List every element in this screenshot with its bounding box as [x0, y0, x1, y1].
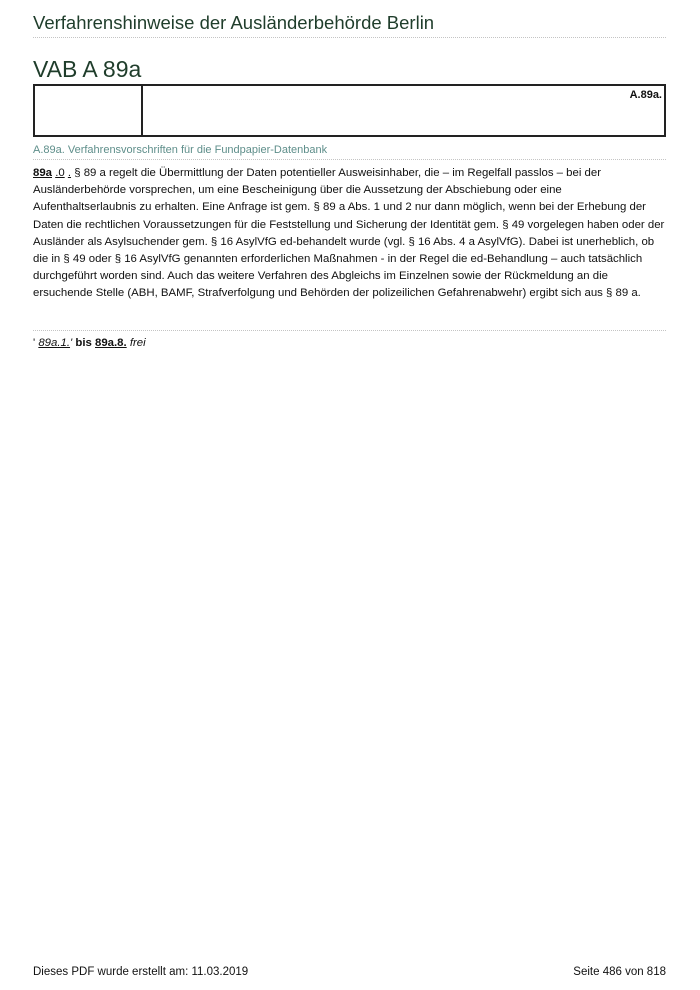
document-header-title: Verfahrenshinweise der Ausländerbehörde Berlin: [33, 12, 435, 33]
paragraph-text: § 89 a regelt die Übermittlung der Daten potentieller Ausweisinhaber, die – im Regelfall passlos – bei der Ausländerbehörde vorsprechen, um eine Bescheinigung über die Aussetzung der Abschiebung oder eine Aufenthaltserlaubnis zu erhalten. Eine Anfrage ist gem. § 89 a Abs. 1 und 2 nur dann möglich, wenn bei der Erhebung der Daten die rechtlichen Voraussetzungen für die Feststellung und Sicherung der Identität gem. § 49 vorgelegen haben oder der Ausländer als Asylsuchender gem. § 16 AsylVfG ed-behandelt wurde (vgl. § 16 Abs. 4 a AsylVfG). Dabei ist unerheblich, ob die in § 49 oder § 16 AsylVfG genannten erforderlichen Maßnahmen - in der Regel die ed-Behandlung – auch tatsächlich durchgeführt worden sind. Auch das weitere Verfahren des Abgleichs im Einzelnen sowie der Rückmeldung an die ersuchende Stelle (ABH, BAMF, Strafverfolgung und Behörden der polizeilichen Gefahrenabwehr) ergibt sich aus § 89 a.: [33, 167, 665, 300]
footer-page-number: Seite 486 von 818: [573, 966, 666, 978]
paragraph-divider: [33, 330, 666, 331]
header-table-right-cell: [143, 86, 664, 135]
bis-text: bis: [72, 337, 95, 349]
body-paragraph: [33, 165, 666, 303]
footer-created-date: Dieses PDF wurde erstellt am: 11.03.2019: [33, 966, 249, 978]
from-ref-link[interactable]: 89a.1.: [38, 337, 71, 349]
page-footer: [33, 966, 666, 978]
header-table: [33, 84, 666, 137]
section-divider: [33, 159, 666, 160]
section-title: A.89a. Verfahrensvorschriften für die Fundpapier-Datenbank: [33, 144, 328, 156]
header-table-label: A.89a.: [629, 89, 662, 101]
frei-note: [33, 337, 146, 349]
vab-title: VAB A 89a: [33, 56, 142, 82]
header-divider: [33, 37, 666, 38]
header-table-left-cell: [35, 86, 143, 135]
paragraph-subref-link[interactable]: .0: [55, 167, 65, 179]
to-ref-link[interactable]: 89a.8.: [95, 337, 127, 349]
paragraph-ref-link[interactable]: 89a: [33, 167, 53, 179]
document-page: [33, 0, 666, 990]
paragraph-ref-dot: .: [67, 167, 72, 179]
frei-text: frei: [126, 337, 146, 349]
open-quote: ': [33, 337, 39, 349]
close-quote: ': [70, 337, 73, 349]
